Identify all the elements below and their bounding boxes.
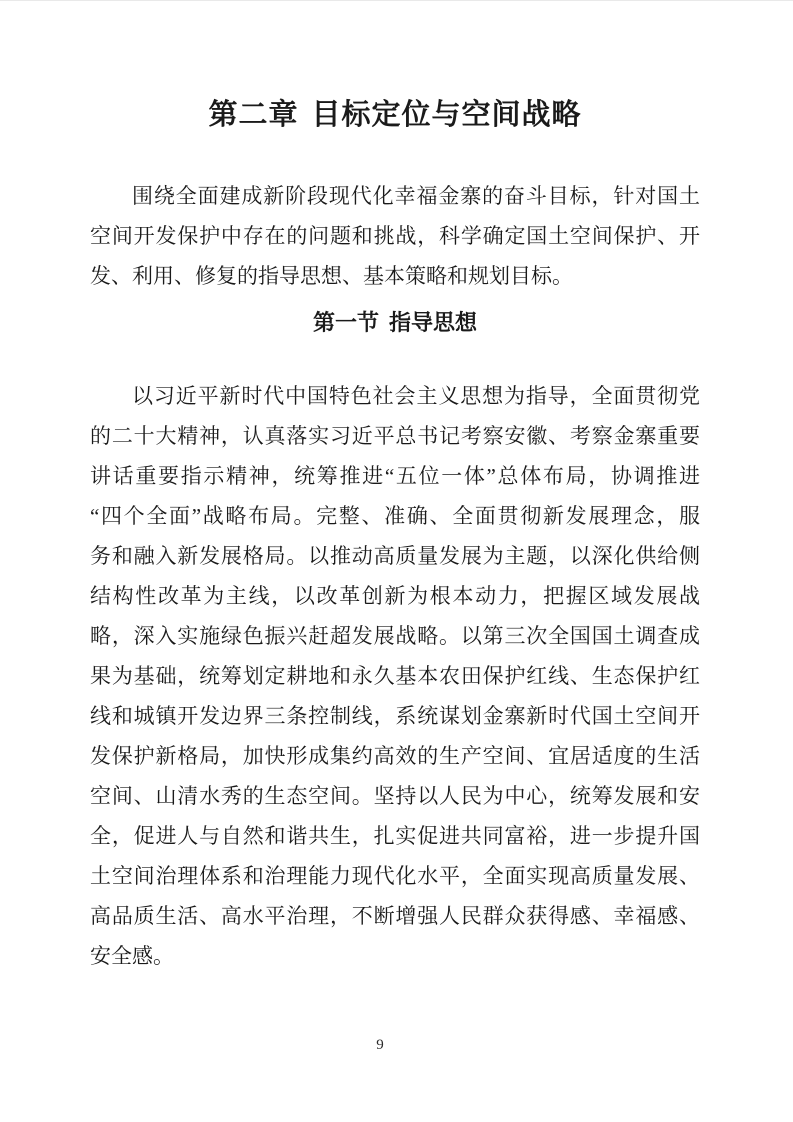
text-line: 果为基础，统筹划定耕地和永久基本农田保护红线、生态保护红 — [90, 664, 700, 688]
text-line: 讲话重要指示精神，统筹推进“五位一体”总体布局，协调推进 — [90, 464, 700, 488]
text-line: 略，深入实施绿色振兴赶超发展战略。以第三次全国国土调查成 — [90, 624, 700, 648]
text-line: 结构性改革为主线，以改革创新为根本动力，把握区域发展战 — [90, 584, 700, 608]
section-title-text: 指导思想 — [389, 310, 478, 335]
text-line: 空间开发保护中存在的问题和挑战，科学确定国土空间保护、开 — [90, 224, 700, 248]
chapter-title — [90, 97, 700, 133]
text-line: 发、利用、修复的指导思想、基本策略和规划目标。 — [90, 264, 573, 288]
page-number: 9 — [376, 1037, 384, 1053]
text-line: 务和融入新发展格局。以推动高质量发展为主题，以深化供给侧 — [90, 544, 700, 568]
text-line: 围绕全面建成新阶段现代化幸福金寨的奋斗目标，针对国土 — [132, 184, 700, 208]
text-line: 空间、山清水秀的生态空间。坚持以人民为中心，统筹发展和安 — [90, 784, 700, 808]
text-line: 安全感。 — [90, 944, 174, 968]
text-line: 发保护新格局，加快形成集约高效的生产空间、宜居适度的生活 — [90, 744, 700, 768]
text-line: 线和城镇开发边界三条控制线，系统谋划金寨新时代国土空间开 — [90, 704, 700, 728]
section-number: 第一节 — [312, 310, 379, 335]
text-line: 全，促进人与自然和谐共生，扎实促进共同富裕，进一步提升国 — [90, 824, 700, 848]
chapter-number: 第二章 — [208, 99, 299, 131]
chapter-title-text: 目标定位与空间战略 — [311, 99, 582, 131]
intro-paragraph — [90, 176, 700, 296]
text-line: 土空间治理体系和治理能力现代化水平，全面实现高质量发展、 — [90, 864, 700, 888]
guiding-paragraph — [90, 376, 700, 976]
text-line: 以习近平新时代中国特色社会主义思想为指导，全面贯彻党 — [132, 384, 700, 408]
text-line: 的二十大精神，认真落实习近平总书记考察安徽、考察金寨重要 — [90, 424, 700, 448]
text-line: 高品质生活、高水平治理，不断增强人民群众获得感、幸福感、 — [90, 904, 700, 928]
section-title — [90, 310, 700, 336]
text-line: “四个全面”战略布局。完整、准确、全面贯彻新发展理念，服 — [90, 504, 700, 528]
